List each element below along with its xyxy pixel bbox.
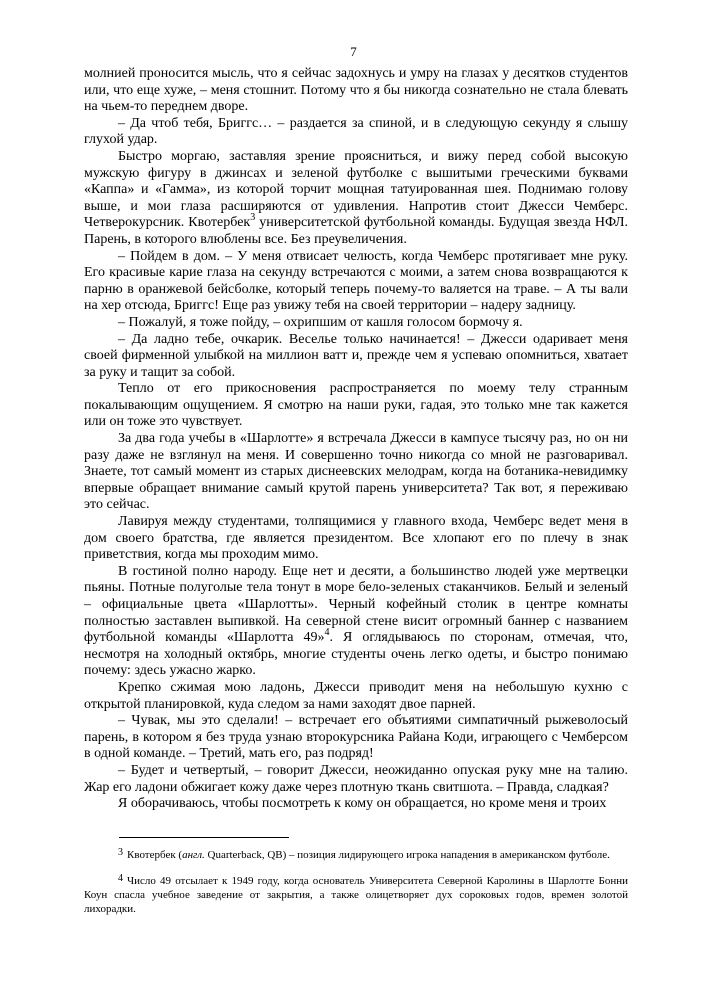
paragraph: В гостиной полно народу. Еще нет и десяти, а большинство людей уже мертвецки пьяны. Потные полуголые тела тонут в море бело-зеленых стаканчиков. Белый и зеленый – официальные цвета «Шарлотты». Черный кофейный столик в центре комнаты полностью заставлен выпивкой. На северной стене висит огромный баннер с названием футбольной команды «Шарлотта 49»$^4$. Я оглядываюсь по сторонам, отмечая, что, несмотря на холодный октябрь, многие студенты очень легко одеты, и быстро понимаю почему: здесь ужасно жарко. xyxy=(84,563,628,679)
paragraph: Я оборачиваюсь, чтобы посмотреть к кому он обращается, но кроме меня и троих xyxy=(118,796,607,812)
paragraph: – Да ладно тебе, очкарик. Веселье только начинается! – Джесси одаривает меня своей фирменной улыбкой на миллион ватт и, прежде чем я успеваю опомниться, хватает за руку и тащит за собой. xyxy=(84,331,628,380)
footnote-ref-3[interactable]: 3 xyxy=(250,212,256,224)
footnote-ref-4[interactable]: 4 xyxy=(324,627,330,639)
body-text xyxy=(84,66,628,813)
footnote-3: 3 Квотербек (англ. Quarterback, QB) – позиция лидирующего игрока нападения в американском футболе. xyxy=(118,847,610,861)
paragraph: Лавируя между студентами, толпящимися у главного входа, Чемберс ведет меня в дом своего братства, где является президентом. Все хлопают его по плечу в знак приветствия, когда мы проходим мимо. xyxy=(84,514,628,563)
paragraph: Тепло от его прикосновения распространяется по моему телу странным покалывающим ощущением. Я смотрю на наши руки, гадая, это только мне так кажется или он тоже это чувствует. xyxy=(84,381,628,430)
paragraph: молнией проносится мысль, что я сейчас задохнусь и умру на глазах у десятков студентов или, что еще хуже, – меня стошнит. Потому что я бы никогда сознательно не стала блевать на чьем-то переднем дворе. xyxy=(84,66,628,115)
page-number: 7 xyxy=(350,44,357,59)
footnotes xyxy=(84,846,628,926)
paragraph: – Будет и четвертый, – говорит Джесси, неожиданно опуская руку мне на талию. Жар его ладони обжигает кожу даже через плотную ткань свитшота. – Правда, сладкая? xyxy=(84,762,628,795)
paragraph: – Да чтоб тебя, Бриггс… – раздается за спиной, и в следующую секунду я слышу глухой удар. xyxy=(84,115,628,148)
paragraph: – Чувак, мы это сделали! – встречает его объятиями симпатичный рыжеволосый парень, в котором я без труда узнаю второкурсника Райана Коди, играющего с Чемберсом в одной команде. – Третий, мать его, раз подряд! xyxy=(84,713,628,762)
paragraph: За два года учебы в «Шарлотте» я встречала Джесси в кампусе тысячу раз, но он ни разу даже не взглянул на меня. И совершенно точно никогда со мной не разговаривал. Знаете, тот самый момент из старых диснеевских мелодрам, когда на ботаника-невидимку впервые обращает внимание самый крутой парень университета? Так вот, я переживаю это сейчас. xyxy=(84,431,628,513)
footnote-mark: 4 xyxy=(118,873,123,884)
footnote-4: 4 Число 49 отсылает к 1949 году, когда основатель Университета Северной Каролины в Шарлотте Бонни Коун спасла учебное заведение от закрытия, а также олицетворяет дух сороковых годов, времен золотой лихорадки. xyxy=(84,873,628,915)
paragraph: – Пойдем в дом. – У меня отвисает челюсть, когда Чемберс протягивает мне руку. Его красивые карие глаза на секунду встречаются с моими, а затем снова возвращаются к парню в оранжевой бейсболке, который теперь почему-то валяется на траве. – А ты вали на хер отсюда, Бриггс! Еще раз увижу тебя на своей территории – надеру задницу. xyxy=(84,248,628,314)
footnote-divider xyxy=(119,837,289,838)
paragraph: Быстро моргаю, заставляя зрение проясниться, и вижу перед собой высокую мужскую фигуру в джинсах и зеленой футболке с вышитыми греческими буквами «Каппа» и «Гамма», из которой торчит мощная татуированная шея. Поднимаю голову выше, и мои глаза расширяются от удивления. Напротив стоит Джесси Чемберс. Четверокурсник. Квотербек$^3$ университетской футбольной команды. Будущая звезда НФЛ. Парень, в которого влюблены все. Без преувеличения. xyxy=(84,148,628,247)
paragraph: – Пожалуй, я тоже пойду, – охрипшим от кашля голосом бормочу я. xyxy=(118,314,523,330)
paragraph: Крепко сжимая мою ладонь, Джесси приводит меня на небольшую кухню с открытой планировкой, куда следом за нами заходят двое парней. xyxy=(84,679,628,712)
footnote-mark: 3 xyxy=(118,847,123,858)
